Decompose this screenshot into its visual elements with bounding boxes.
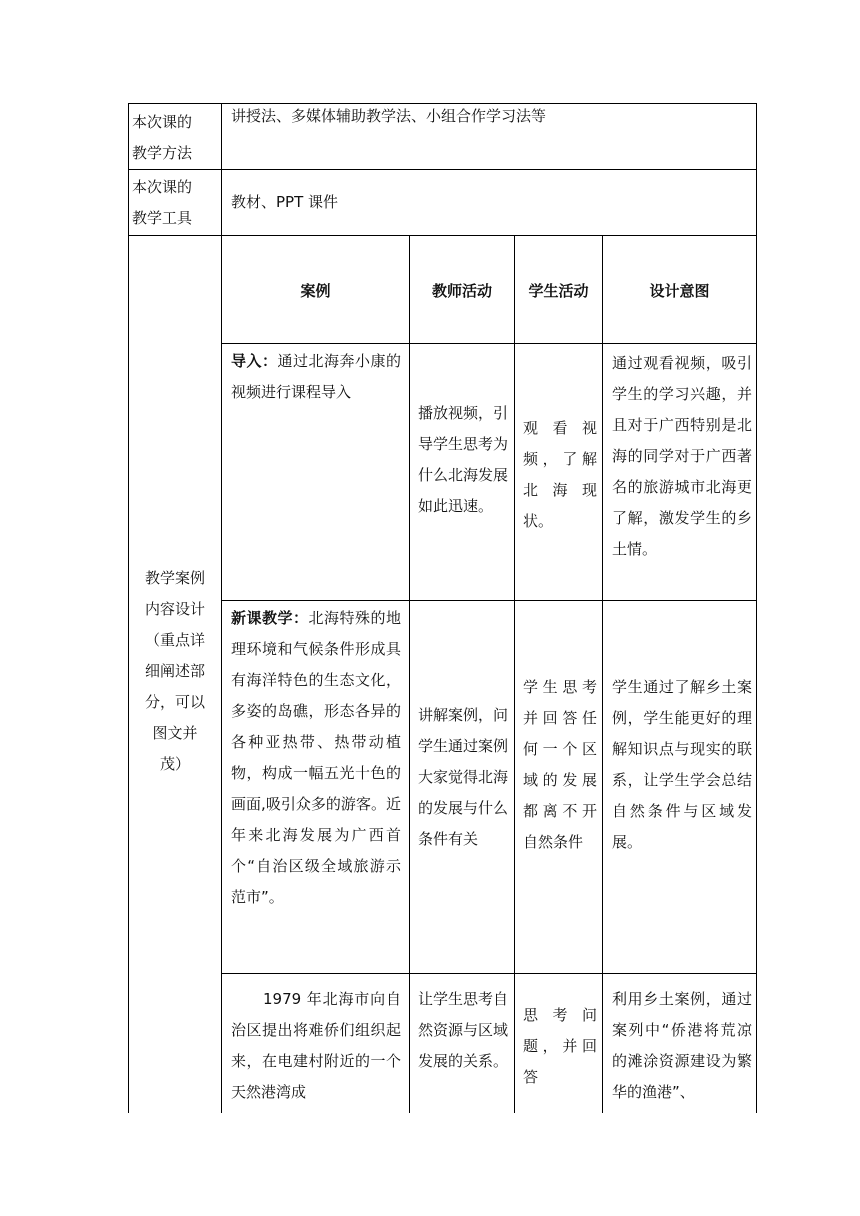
row1-case-text: 通过北海奔小康的视频进行课程导入 (231, 352, 401, 401)
inner-row1-bottom (221, 600, 757, 601)
inner-header-bottom (221, 343, 757, 344)
row2-student-activity: 学生思考并回答任何一个区域的发展都离不开自然条件 (523, 678, 597, 851)
row3-case: 1979 年北海市向自治区提出将难侨们组织起来，在电建村附近的一个天然港湾成 (231, 990, 401, 1101)
header-case: 案例 (300, 282, 331, 300)
row1-case (231, 346, 401, 408)
inner-col-divider-2 (514, 235, 515, 1113)
row2-case-lead: 新课教学： (231, 609, 309, 627)
inner-col-divider-3 (602, 235, 603, 1113)
inner-row2-bottom (221, 973, 757, 974)
teaching-tools-label: 本次课的 教学工具 (132, 178, 193, 227)
teaching-tools-value: 教材、PPT 课件 (231, 193, 339, 211)
outer-left-border (128, 103, 129, 1113)
row1-teacher-activity: 播放视频，引导学生思考为什么北海发展如此迅速。 (418, 404, 509, 515)
row2-design-intent: 学生通过了解乡土案例，学生能更好的理解知识点与现实的联系，让学生学会总结自然条件与区域发展。 (612, 678, 752, 851)
inner-col-divider-1 (409, 235, 410, 1113)
row1-design-intent: 通过观看视频，吸引学生的学习兴趣，并且对于广西特别是北海的同学对于广西著名的旅游城市北海更了解，激发学生的乡土情。 (612, 354, 752, 558)
outer-row2-bottom (128, 235, 757, 236)
row2-case-text: 北海特殊的地理环境和气候条件形成具有海洋特色的生态文化，多姿的岛礁，形态各异的各种亚热带、热带动植物，构成一幅五光十色的画面,吸引众多的游客。近年来北海发展为广西首个“自治区级全域旅游示范市”。 (231, 609, 401, 906)
row1-student-activity: 观看视频，了解北海现状。 (523, 419, 597, 530)
outer-row1-bottom (128, 169, 757, 170)
row3-design-intent: 利用乡土案例，通过案列中“侨港将荒凉的滩涂资源建设为繁华的渔港”、 (612, 990, 752, 1101)
outer-label-divider (221, 103, 222, 1113)
teaching-method-label: 本次课的 教学方法 (132, 113, 193, 162)
header-teacher-activity: 教师活动 (431, 282, 492, 300)
header-design-intent: 设计意图 (649, 282, 710, 300)
teaching-method-value: 讲授法、多媒体辅助教学法、小组合作学习法等 (231, 107, 547, 125)
outer-right-border (756, 103, 757, 1113)
case-design-label: 教学案例 内容设计 （重点详 细阐述部 分，可以 图文并 茂） (144, 569, 205, 773)
header-student-activity: 学生活动 (528, 282, 589, 300)
row3-teacher-activity: 让学生思考自然资源与区域发展的关系。 (418, 990, 509, 1070)
row2-case (231, 603, 401, 913)
row3-student-activity: 思考问题，并回答 (523, 1006, 597, 1086)
row2-teacher-activity: 讲解案例，问学生通过案例大家觉得北海的发展与什么条件有关 (418, 706, 509, 848)
row1-case-lead: 导入： (231, 352, 278, 370)
